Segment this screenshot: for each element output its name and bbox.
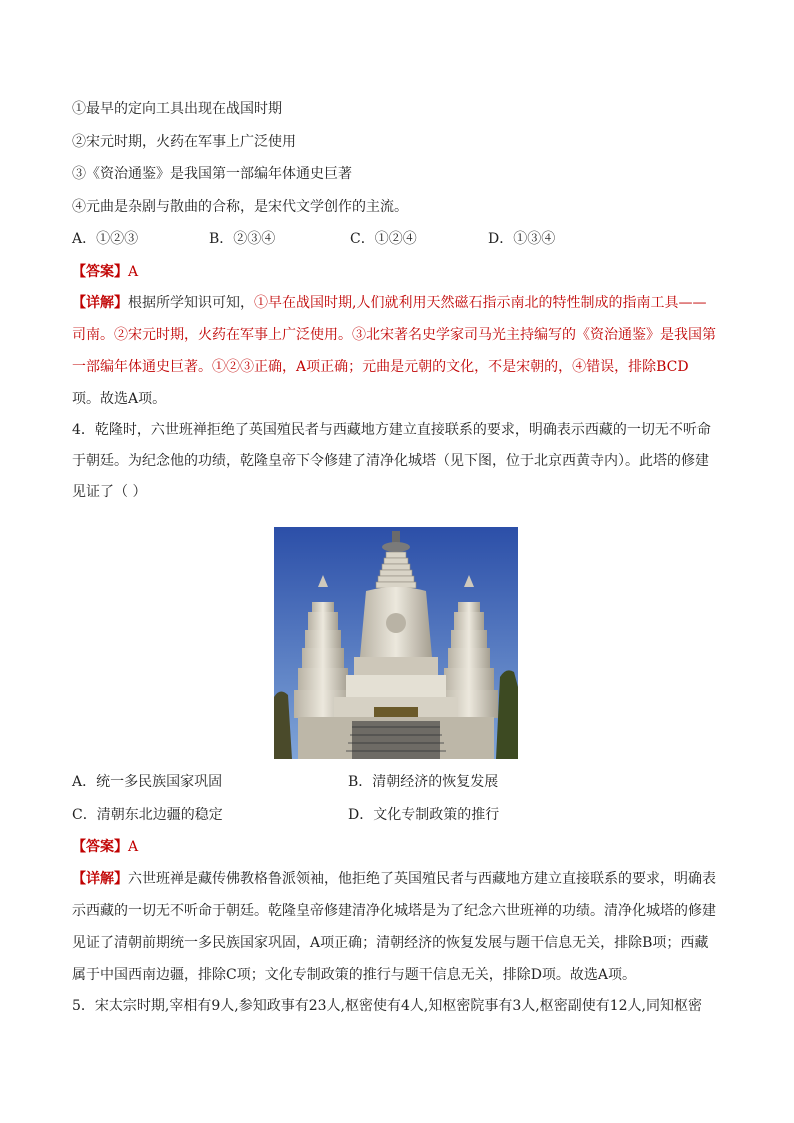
q3-explain-line-1: 根据所学知识可知，: [128, 295, 254, 311]
document-page: [72, 98, 732, 1022]
q4-option-a: A．统一多民族国家巩固: [72, 774, 223, 790]
q3-item-4: ④元曲是杂剧与散曲的合称，是宋代文学创作的主流。: [72, 198, 408, 215]
q4-stem: [72, 415, 732, 508]
pagoda-photo: [274, 527, 518, 759]
q4-answer: [72, 836, 732, 858]
q4-option-b: B．清朝经济的恢复发展: [348, 774, 499, 790]
q4-explain-line-2: 示西藏的一切无不听命于朝廷。乾隆皇帝修建清净化城塔是为了纪念六世班禅的功绩。清净化城塔的修建: [72, 902, 716, 919]
q5-stem: [72, 991, 732, 1022]
q3-answer-tag: 【答案】: [72, 263, 128, 280]
q3-explanation: [72, 287, 732, 415]
q3-explain-line-5: 项。故选A项。: [72, 391, 167, 407]
q3-explain-line-3: 司南。②宋元时期，火药在军事上广泛使用。③北宋著名史学家司马光主持编写的《资治通鉴》是我国第: [72, 327, 716, 343]
q4-explain-line-4: 属于中国西南边疆，排除C项；文化专制政策的推行与题干信息无关，排除D项。故选A项。: [72, 966, 637, 983]
q5-stem-line-1: 5．宋太宗时期,宰相有9人,参知政事有23人,枢密使有4人,知枢密院事有3人,枢密副使有12人,同知枢密: [72, 997, 702, 1014]
q4-answer-tag: 【答案】: [72, 839, 128, 855]
q3-item-3: ③《资治通鉴》是我国第一部编年体通史巨著: [72, 166, 352, 182]
q3-item-2: ②宋元时期，火药在军事上广泛使用: [72, 133, 296, 150]
q3-answer-value: A: [128, 263, 139, 280]
q3-explain-tag: 【详解】: [72, 295, 128, 311]
q3-option-d: D．①③④: [488, 231, 556, 247]
q4-stem-line-1: 4．乾隆时，六世班禅拒绝了英国殖民者与西藏地方建立直接联系的要求，明确表示西藏的一切无不听命: [72, 422, 711, 438]
q4-answer-value: A: [128, 839, 139, 855]
q4-explain-line-1: 六世班禅是藏传佛教格鲁派领袖，他拒绝了英国殖民者与西藏地方建立直接联系的要求，明确表: [128, 870, 716, 887]
q4-stem-line-2: 于朝廷。为纪念他的功绩，乾隆皇帝下令修建了清净化城塔（见下图，位于北京西黄寺内）。此塔的修建: [72, 453, 709, 469]
q4-explanation: [72, 863, 732, 991]
q3-option-a: A．①②③: [72, 231, 139, 247]
q3-explain-line-2: ①早在战国时期,人们就利用天然磁石指示南北的特性制成的指南工具——: [254, 295, 707, 311]
q3-explain-line-4: 一部编年体通史巨著。①②③正确，A项正确；元曲是元朝的文化，不是宋朝的，④错误，排除BCD: [72, 359, 689, 375]
q4-option-d: D．文化专制政策的推行: [348, 806, 500, 823]
q4-explain-tag: 【详解】: [72, 870, 128, 887]
q3-option-b: B．②③④: [209, 231, 276, 247]
q3-item-1: ①最早的定向工具出现在战国时期: [72, 101, 282, 117]
q3-answer: [72, 261, 732, 283]
q3-options: [72, 228, 732, 250]
q4-options-row-1: [72, 771, 732, 793]
q4-stem-line-3: 见证了（ ）: [72, 484, 147, 500]
q4-option-c: C．清朝东北边疆的稳定: [72, 806, 223, 823]
q4-explain-line-3: 见证了清朝前期统一多民族国家巩固，A项正确；清朝经济的恢复发展与题干信息无关，排除B项；西藏: [72, 934, 709, 951]
q4-options-row-2: [72, 804, 732, 826]
q3-option-c: C．①②④: [350, 231, 417, 247]
